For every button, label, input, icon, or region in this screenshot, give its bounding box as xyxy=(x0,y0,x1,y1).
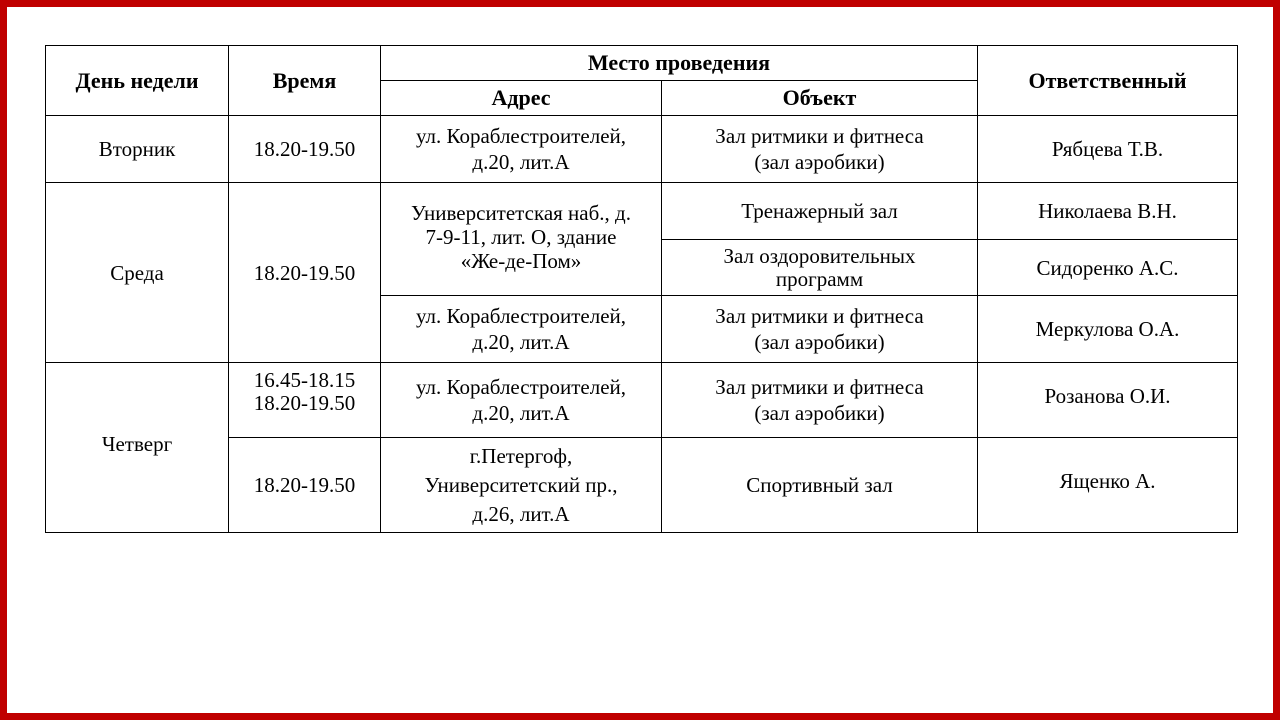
address-line: г.Петергоф, xyxy=(469,443,573,468)
cell-responsible: Николаева В.Н. xyxy=(978,183,1238,240)
object-line: Зал ритмики и фитнеса xyxy=(715,304,924,328)
cell-day: Четверг xyxy=(46,363,229,533)
address-line: 7-9-11, лит. О, здание xyxy=(425,225,617,249)
address-line: ул. Кораблестроителей, xyxy=(415,304,627,328)
cell-address xyxy=(381,183,662,296)
object-line: (зал аэробики) xyxy=(754,330,885,354)
cell-object xyxy=(662,296,978,363)
cell-responsible: Розанова О.И. xyxy=(978,363,1238,438)
cell-address xyxy=(381,116,662,183)
time-line: 16.45-18.15 xyxy=(253,368,356,392)
time-line: 18.20-19.50 xyxy=(253,391,356,415)
cell-responsible: Меркулова О.А. xyxy=(978,296,1238,363)
cell-time xyxy=(229,363,381,438)
cell-responsible: Рябцева Т.В. xyxy=(978,116,1238,183)
cell-responsible: Сидоренко А.С. xyxy=(978,240,1238,296)
cell-responsible: Ященко А. xyxy=(978,438,1238,533)
address-line: ул. Кораблестроителей, xyxy=(415,375,627,399)
cell-address xyxy=(381,438,662,533)
header-responsible: Ответственный xyxy=(978,46,1238,116)
cell-address xyxy=(381,296,662,363)
cell-day: Среда xyxy=(46,183,229,363)
header-time: Время xyxy=(229,46,381,116)
address-line: д.20, лит.А xyxy=(472,401,570,425)
address-line: Университетская наб., д. xyxy=(411,201,631,225)
cell-time: 18.20-19.50 xyxy=(229,116,381,183)
header-venue: Место проведения xyxy=(381,46,978,81)
header-object: Объект xyxy=(662,81,978,116)
address-line: Университетский пр., xyxy=(424,472,618,497)
address-line: д.26, лит.А xyxy=(472,501,570,526)
address-line: д.20, лит.А xyxy=(472,330,570,354)
header-address: Адрес xyxy=(381,81,662,116)
cell-object xyxy=(662,363,978,438)
cell-time: 18.20-19.50 xyxy=(229,183,381,363)
cell-time: 18.20-19.50 xyxy=(229,438,381,533)
address-line: ул. Кораблестроителей, xyxy=(415,124,627,148)
cell-object: Спортивный зал xyxy=(662,438,978,533)
object-line: Зал ритмики и фитнеса xyxy=(715,124,924,148)
object-line: программ xyxy=(775,266,864,291)
cell-object xyxy=(662,240,978,296)
header-day: День недели xyxy=(46,46,229,116)
cell-object: Тренажерный зал xyxy=(662,183,978,240)
object-line: (зал аэробики) xyxy=(754,401,885,425)
object-line: (зал аэробики) xyxy=(754,150,885,174)
table-row xyxy=(46,183,1238,240)
object-line: Зал ритмики и фитнеса xyxy=(715,375,924,399)
schedule-table xyxy=(45,45,1238,533)
table-row xyxy=(46,363,1238,438)
cell-day: Вторник xyxy=(46,116,229,183)
address-line: д.20, лит.А xyxy=(472,150,570,174)
cell-object xyxy=(662,116,978,183)
table-row xyxy=(46,116,1238,183)
cell-address xyxy=(381,363,662,438)
object-line: Зал оздоровительных xyxy=(723,243,916,268)
address-line: «Же-де-Пом» xyxy=(460,249,582,273)
